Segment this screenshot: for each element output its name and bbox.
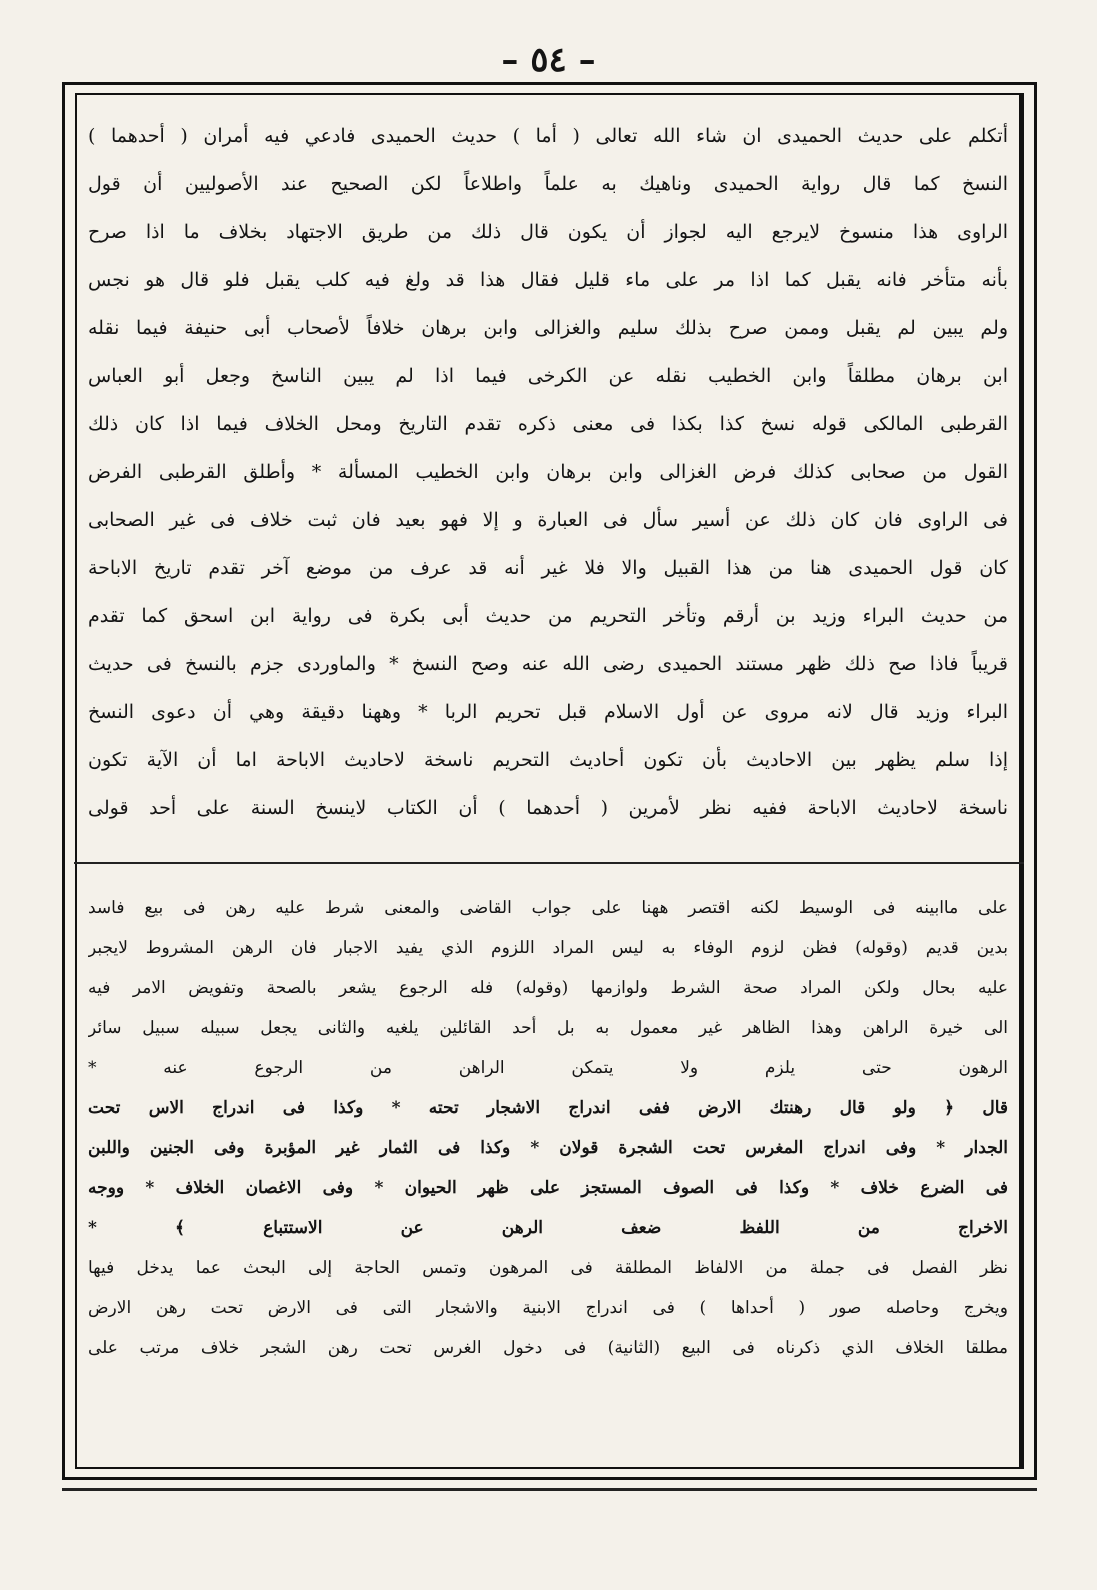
commentary-line: على ماابينه فى الوسيط لكنه اقتصر ههنا على جواب القاضى والمعنى شرط عليه رهن فى بيع فاسد <box>88 898 1008 918</box>
commentary-text <box>88 888 1008 1368</box>
commentary-line: الرهون حتى يلزم ولا يتمكن الراهن من الرجوع عنه * <box>88 1058 1008 1078</box>
main-text-line: أتكلم على حديث الحميدى ان شاء الله تعالى ( أما ) حديث الحميدى فادعي فيه أمران ( أحدهما ) <box>88 125 1008 147</box>
main-text-line: من حديث البراء وزيد بن أرقم وتأخر التحريم من حديث أبى بكرة فى رواية ابن اسحق كما تقدم <box>88 605 1008 627</box>
main-text-line: ابن برهان مطلقاً وابن الخطيب نقله عن الكرخى فيما اذا لم يبين الناسخ وجعل أبو العباس <box>88 365 1008 387</box>
main-text-line: كان قول الحميدى هنا من هذا القبيل والا فلا غير أنه قد عرف من موضع آخر تقدم تاريخ الاباحة <box>88 557 1008 579</box>
main-text-line: القرطبى المالكى قوله نسخ كذا بكذا فى معنى ذكره تقدم التاريخ ومحل الخلاف فيما اذا كان ذلك <box>88 413 1008 435</box>
section-divider <box>74 862 1024 864</box>
main-text-line: النسخ كما قال رواية الحميدى وناهيك به علماً واطلاعاً لكن الصحيح عند الأصوليين أن قول <box>88 173 1008 195</box>
main-text-line: الراوى هذا منسوخ لايرجع اليه لجواز أن يكون قال ذلك من طريق الاجتهاد بخلاف ما اذا صرح <box>88 221 1008 243</box>
commentary-line: مطلقا الخلاف الذي ذكرناه فى البيع (الثانية) فى دخول الغرس تحت رهن الشجر خلاف مرتب على <box>88 1338 1008 1358</box>
main-text-line: قريباً فاذا صح ذلك ظهر مستند الحميدى رضى الله عنه وصح النسخ * والماوردى جزم بالنسخ فى حديث <box>88 653 1008 675</box>
main-text-line: فى الراوى فان كان ذلك عن أسير سأل فى العبارة و إلا فهو بعيد فان ثبت خلاف فى غير الصحابى <box>88 509 1008 531</box>
commentary-line: الاخراج من اللفظ ضعف الرهن عن الاستتباع ﴾ * <box>88 1218 1008 1238</box>
main-text-line: البراء وزيد قال لانه مروى عن أول الاسلام قبل تحريم الربا * وههنا دقيقة وهي أن دعوى النسخ <box>88 701 1008 723</box>
main-text-line: ناسخة لاحاديث الاباحة ففيه نظر لأمرين ( أحدهما ) أن الكتاب لاينسخ السنة على أحد قولى <box>88 797 1008 819</box>
commentary-line: بدين قديم (وقوله) فظن لزوم الوفاء به ليس المراد اللزوم الذي يفيد الاجبار فان الرهن المشروط لايجبر <box>88 938 1008 958</box>
main-text <box>88 112 1008 832</box>
page-number: – ٥٤ – <box>501 40 596 80</box>
main-text-line: إذا سلم يظهر بين الاحاديث بأن تكون أحاديث التحريم ناسخة لاحاديث الاباحة اما أن الآية تكون <box>88 749 1008 771</box>
commentary-line: الى خيرة الراهن وهذا الظاهر غير معمول به بل أحد القائلين يلغيه والثانى يجعل سبيله سبيل سائر <box>88 1018 1008 1038</box>
commentary-line: فى الضرع خلاف * وكذا فى الصوف المستجز على ظهر الحيوان * وفى الاغصان الخلاف * ووجه <box>88 1178 1008 1198</box>
commentary-line: قال ﴿ ولو قال رهنتك الارض ففى اندراج الاشجار تحته * وكذا فى اندراج الاس تحت <box>88 1098 1008 1118</box>
main-text-line: بأنه متأخر فانه يقبل كما اذا مر على ماء قليل فقال هذا قد ولغ فيه كلب يقبل فلو قال هو نجس <box>88 269 1008 291</box>
commentary-line: ويخرج وحاصله صور ( أحداها ) فى اندراج الابنية والاشجار التى فى الارض تحت رهن الارض <box>88 1298 1008 1318</box>
commentary-line: الجدار * وفى اندراج المغرس تحت الشجرة قولان * وكذا فى الثمار غير المؤبرة وفى الجنين واللبن <box>88 1138 1008 1158</box>
bottom-rule <box>62 1488 1037 1491</box>
main-text-line: القول من صحابى كذلك فرض الغزالى وابن برهان وابن الخطيب المسألة * وأطلق القرطبى الفرض <box>88 461 1008 483</box>
commentary-line: عليه بحال ولكن المراد صحة الشرط ولوازمها (وقوله) فله الرجوع يشعر بالصحة وتفويض الامر فيه <box>88 978 1008 998</box>
commentary-line: نظر الفصل فى جملة من الالفاظ المطلقة فى المرهون وتمس الحاجة إلى البحث عما يدخل فيها <box>88 1258 1008 1278</box>
main-text-line: ولم يبين لم يقبل وممن صرح بذلك سليم والغزالى وابن برهان خلافاً لأصحاب أبى حنيفة فيما نقله <box>88 317 1008 339</box>
